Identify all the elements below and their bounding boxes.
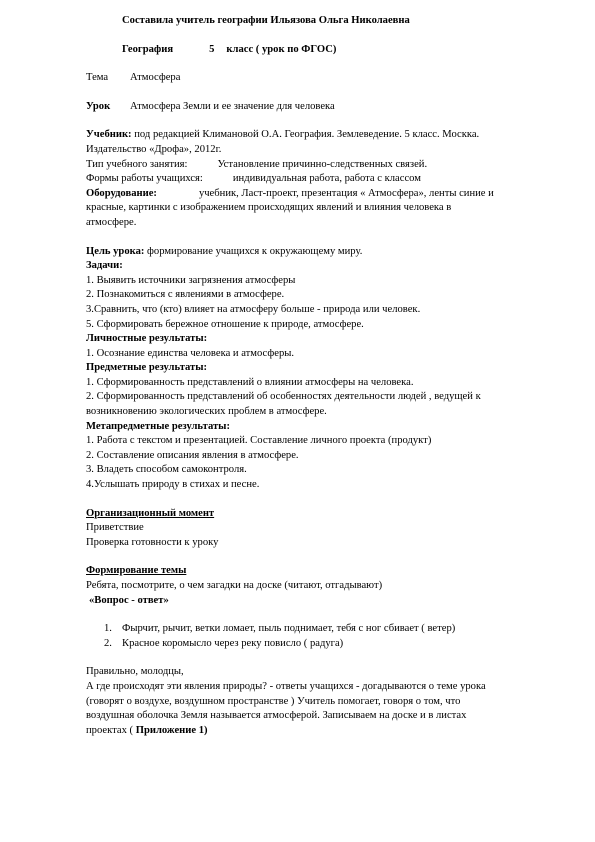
org-moment-line: Проверка готовности к уроку	[86, 536, 219, 548]
subject-result-item: 1. Сформированность представлений о влиянии атмосферы на человека.	[86, 376, 414, 388]
task-item: 3.Сравнить, что (кто) влияет на атмосферу больше - природа или человек.	[86, 303, 421, 315]
work-forms-label: Формы работы учащихся:	[86, 173, 203, 185]
org-moment-heading: Организационный момент	[86, 507, 215, 519]
riddle-number: 1.	[104, 623, 112, 635]
work-forms-value: индивидуальная работа, работа с классом	[232, 173, 421, 185]
goal-label: Цель урока:	[86, 245, 145, 257]
meta-results-heading: Метапредметные результаты:	[86, 420, 230, 432]
riddle-text: Красное коромысло через реку повисло ( радуга)	[122, 637, 344, 649]
closing-line: Правильно, молодцы,	[86, 666, 184, 678]
equipment-line	[86, 187, 566, 202]
subject-result-item: возникновению экологических проблем в атмосфере.	[86, 406, 327, 418]
lesson-type-value: Установление причинно-следственных связей.	[217, 158, 428, 170]
lesson-label: Урок	[86, 100, 111, 112]
riddle-item	[104, 637, 566, 652]
subject-result-item: 2. Сформированность представлений об особенностях деятельности людей , ведущей к	[86, 391, 481, 403]
personal-result-item: 1. Осознание единства человека и атмосферы.	[86, 347, 295, 359]
equipment-line1: учебник, Ласт-проект, презентация « Атмосфера», ленты синие и	[198, 187, 494, 199]
riddle-number: 2.	[104, 637, 112, 649]
task-item: 1. Выявить источники загрязнения атмосферы	[86, 274, 296, 286]
meta-result-item: 4.Услышать природу в стихах и песне.	[86, 479, 260, 491]
topic-formation-heading: Формирование темы	[86, 565, 187, 577]
topic-value: Атмосфера	[130, 72, 181, 84]
riddle-item	[104, 622, 566, 637]
equipment-label: Оборудование:	[86, 187, 157, 199]
textbook-label: Учебник:	[86, 129, 132, 141]
task-item: 2. Познакомиться с явлениями в атмосфере.	[86, 289, 285, 301]
topic-line	[86, 71, 566, 86]
textbook-line	[86, 128, 566, 143]
grade-number: 5	[209, 43, 215, 55]
goal-value: формирование учащихся к окружающему миру.	[147, 245, 363, 257]
personal-results-heading: Личностные результаты:	[86, 333, 208, 345]
riddles-list	[86, 622, 566, 651]
equipment-line2: красные, картинки с изображением происходящих явлений и влияния человека в	[86, 202, 452, 214]
lesson-plan-page	[86, 14, 566, 738]
tasks-heading: Задачи:	[86, 260, 123, 272]
appendix-reference: Приложение 1)	[135, 724, 208, 736]
closing-line: воздушная оболочка Земля называется атмосферой. Записываем на доске и в листах	[86, 710, 467, 722]
subject-line	[122, 43, 566, 58]
question-answer-label: «Вопрос - ответ»	[89, 594, 169, 606]
org-moment-line: Приветствие	[86, 522, 144, 534]
closing-line: (говорят о воздухе, воздушном пространстве ) Учитель помогает, говоря о том, что	[86, 695, 461, 707]
riddle-text: Фырчит, рычит, ветки ломает, пыль поднимает, тебя с ног сбивает ( ветер)	[122, 623, 456, 635]
lesson-type-label: Тип учебного занятия:	[86, 158, 188, 170]
topic-label: Тема	[86, 72, 109, 84]
closing-line	[86, 724, 566, 739]
lesson-type-line	[86, 158, 566, 173]
meta-result-item: 1. Работа с текстом и презентацией. Составление личного проекта (продукт)	[86, 435, 432, 447]
closing-line5-start: проектах (	[86, 724, 134, 736]
lesson-value: Атмосфера Земли и ее значение для человека	[130, 100, 335, 112]
goal-line	[86, 245, 566, 260]
textbook-line2: Издательство «Дрофа», 2012г.	[86, 143, 222, 155]
topic-formation-intro: Ребята, посмотрите, о чем загадки на доске (читают, отгадывают)	[86, 580, 383, 591]
author-line: Составила учитель географии Ильязова Ольга Николаевна	[122, 15, 410, 26]
lesson-line	[86, 100, 566, 115]
task-item: 5. Сформировать бережное отношение к природе, атмосфере.	[86, 318, 364, 330]
closing-line: А где происходят эти явления природы? - ответы учащихся - догадываются о теме урока	[86, 680, 486, 692]
meta-result-item: 2. Составление описания явления в атмосфере.	[86, 449, 299, 461]
work-forms-line	[86, 172, 566, 187]
textbook-line1: под редакцией Климановой О.А. География. Землеведение. 5 класс. Москка.	[134, 129, 480, 141]
equipment-line3: атмосфере.	[86, 216, 137, 228]
subject-name: География	[122, 43, 174, 55]
class-info: класс ( урок по ФГОС)	[226, 43, 337, 55]
meta-result-item: 3. Владеть способом самоконтроля.	[86, 464, 247, 476]
subject-results-heading: Предметные результаты:	[86, 362, 208, 374]
